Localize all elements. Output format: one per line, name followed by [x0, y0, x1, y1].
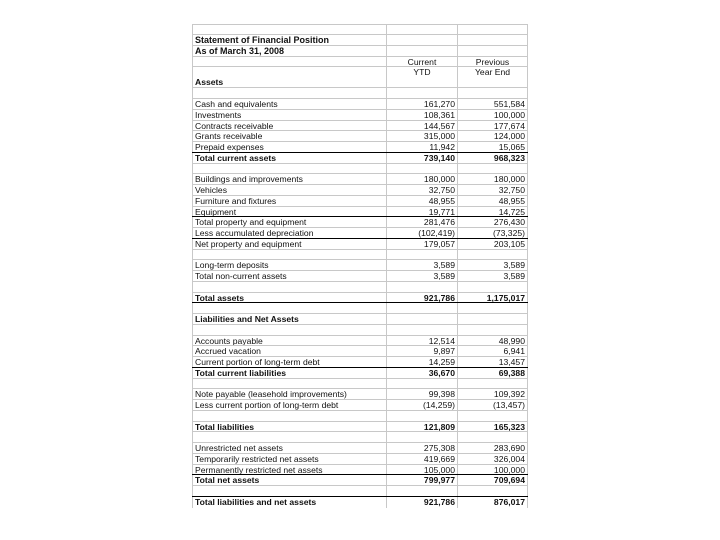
table-row: Accounts payable 12,514 48,990 [192, 336, 528, 347]
table-row: Permanently restricted net assets 105,000 100,000 [192, 465, 528, 476]
statement-title: Statement of Financial Position [192, 35, 387, 45]
table-row: Vehicles 32,750 32,750 [192, 185, 528, 196]
blank-row [192, 379, 528, 390]
subtotal-row: Total property and equipment 281,476 276,430 [192, 217, 528, 228]
blank-row [192, 303, 528, 314]
table-row: Cash and equivalents 161,270 551,584 [192, 99, 528, 110]
column-header-row-1 [192, 57, 528, 68]
table-row: Note payable (leasehold improvements) 99,398 109,392 [192, 389, 528, 400]
liabilities-heading: Liabilities and Net Assets [192, 314, 387, 324]
col-current-subheader: YTD [413, 67, 431, 78]
total-row: Total liabilities 121,809 165,323 [192, 422, 528, 433]
liabilities-heading-row [192, 314, 528, 325]
subtotal-row: Net property and equipment 179,057 203,105 [192, 239, 528, 250]
total-row: Total current assets 739,140 968,323 [192, 153, 528, 164]
financial-statement-table [192, 24, 528, 508]
blank-row [192, 250, 528, 261]
blank-row [192, 164, 528, 175]
blank-row [192, 486, 528, 497]
table-row: Current portion of long-term debt 14,259 13,457 [192, 357, 528, 368]
blank-row [192, 432, 528, 443]
table-row: Investments 108,361 100,000 [192, 110, 528, 121]
col-current-header: Current [387, 57, 458, 67]
table-row: Temporarily restricted net assets 419,669 326,004 [192, 454, 528, 465]
statement-date: As of March 31, 2008 [192, 46, 387, 56]
title-row [192, 35, 528, 46]
table-row: Buildings and improvements 180,000 180,000 [192, 174, 528, 185]
table-row: Contracts receivable 144,567 177,674 [192, 121, 528, 132]
blank-row [192, 282, 528, 293]
total-row: Total net assets 799,977 709,694 [192, 475, 528, 486]
assets-heading: Assets [195, 77, 224, 88]
table-row: Long-term deposits 3,589 3,589 [192, 260, 528, 271]
blank-row [192, 24, 528, 35]
table-row: Prepaid expenses 11,942 15,065 [192, 142, 528, 153]
table-row: Less current portion of long-term debt (14,259) (13,457) [192, 400, 528, 411]
total-row: Total current liabilities 36,670 69,388 [192, 368, 528, 379]
table-row: Accrued vacation 9,897 6,941 [192, 346, 528, 357]
table-row: Less accumulated depreciation (102,419) (73,325) [192, 228, 528, 239]
total-row: Total assets 921,786 1,175,017 [192, 293, 528, 304]
table-row: Total non-current assets 3,589 3,589 [192, 271, 528, 282]
grand-total-row: Total liabilities and net assets 921,786 876,017 [192, 497, 528, 508]
blank-row [192, 88, 528, 99]
col-previous-header: Previous [458, 57, 528, 67]
date-row [192, 46, 528, 57]
blank-row [192, 325, 528, 336]
table-row: Equipment 19,771 14,725 [192, 207, 528, 218]
table-row: Furniture and fixtures 48,955 48,955 [192, 196, 528, 207]
column-header-row-2 [192, 67, 528, 88]
col-previous-subheader: Year End [474, 67, 511, 78]
table-row: Grants receivable 315,000 124,000 [192, 131, 528, 142]
blank-row [192, 411, 528, 422]
table-row: Unrestricted net assets 275,308 283,690 [192, 443, 528, 454]
